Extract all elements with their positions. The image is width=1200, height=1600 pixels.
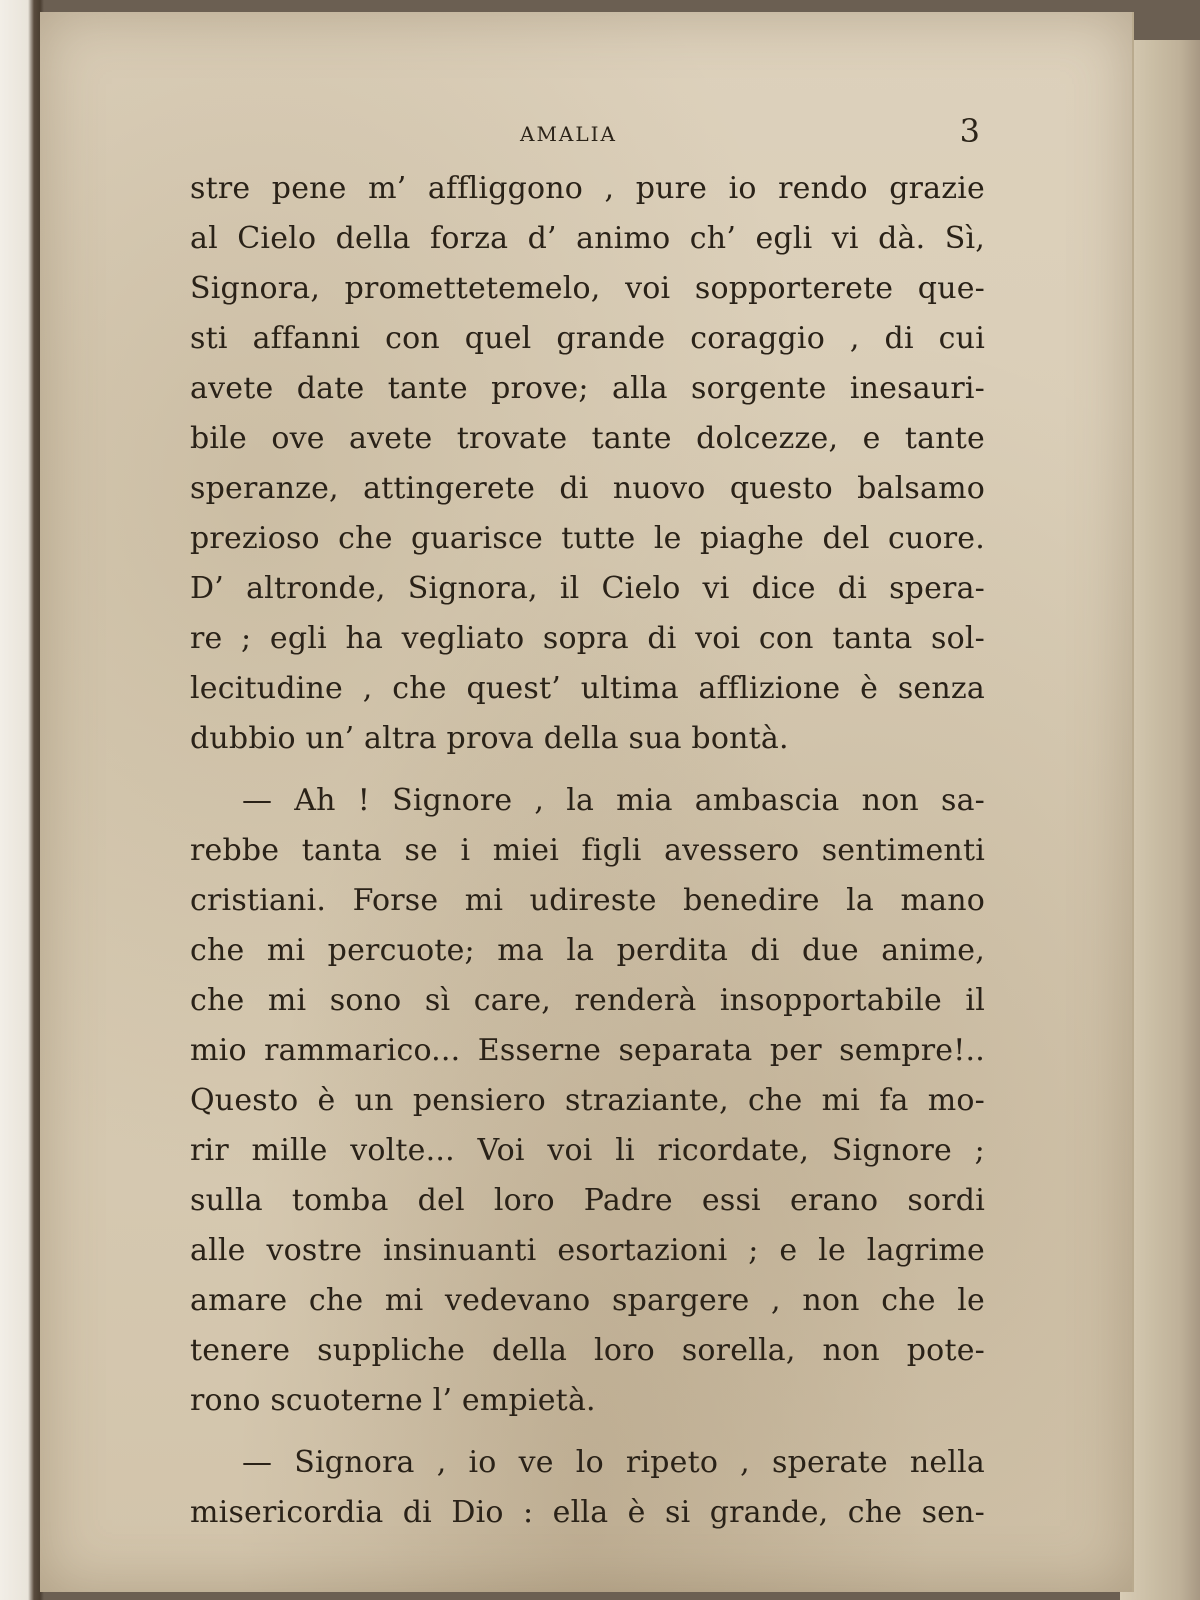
text-line: Signora, promettetemelo, voi sopporterete que- (190, 271, 985, 306)
text-line: rebbe tanta se i miei figli avessero sentimenti (190, 833, 985, 868)
running-head-title: AMALIA (520, 122, 617, 146)
text-line: dubbio un’ altra prova della sua bontà. (190, 721, 789, 756)
running-head (190, 112, 980, 152)
text-line: alle vostre insinuanti esortazioni ; e le lagrime (190, 1233, 985, 1268)
page-number: 3 (959, 112, 980, 150)
text-line: che mi sono sì care, renderà insopportabile il (190, 983, 985, 1018)
text-line: D’ altronde, Signora, il Cielo vi dice di spera- (190, 571, 985, 606)
text-line: speranze, attingerete di nuovo questo balsamo (190, 471, 985, 506)
text-line: Questo è un pensiero straziante, che mi fa mo- (190, 1083, 985, 1118)
text-line: che mi percuote; ma la perdita di due anime, (190, 933, 985, 968)
text-line: stre pene m’ affliggono , pure io rendo grazie (190, 171, 985, 206)
book-page (40, 12, 1134, 1592)
text-line: misericordia di Dio : ella è si grande, che sen- (190, 1495, 985, 1530)
paragraph-gap (190, 1426, 985, 1438)
text-line: sulla tomba del loro Padre essi erano sordi (190, 1183, 985, 1218)
text-line: bile ove avete trovate tante dolcezze, e tante (190, 421, 985, 456)
text-line: tenere suppliche della loro sorella, non pote- (190, 1333, 985, 1368)
body-text (190, 164, 985, 1538)
text-line: avete date tante prove; alla sorgente inesauri- (190, 371, 985, 406)
text-line: rono scuoterne l’ empietà. (190, 1383, 596, 1418)
text-line: al Cielo della forza d’ animo ch’ egli vi dà. Sì, (190, 221, 985, 256)
text-line: prezioso che guarisce tutte le piaghe del cuore. (190, 521, 985, 556)
paragraph-gap (190, 764, 985, 776)
text-line: — Signora , io ve lo ripeto , sperate nella (242, 1445, 985, 1480)
text-line: sti affanni con quel grande coraggio , di cui (190, 321, 985, 356)
text-line: mio rammarico... Esserne separata per sempre!.. (190, 1033, 985, 1068)
text-line: lecitudine , che quest’ ultima afflizione è senza (190, 671, 985, 706)
text-line: re ; egli ha vegliato sopra di voi con tanta sol- (190, 621, 985, 656)
text-line: rir mille volte... Voi voi li ricordate, Signore ; (190, 1133, 985, 1168)
text-line: amare che mi vedevano spargere , non che le (190, 1283, 985, 1318)
text-line: — Ah ! Signore , la mia ambascia non sa- (242, 783, 985, 818)
text-line: cristiani. Forse mi udireste benedire la mano (190, 883, 985, 918)
